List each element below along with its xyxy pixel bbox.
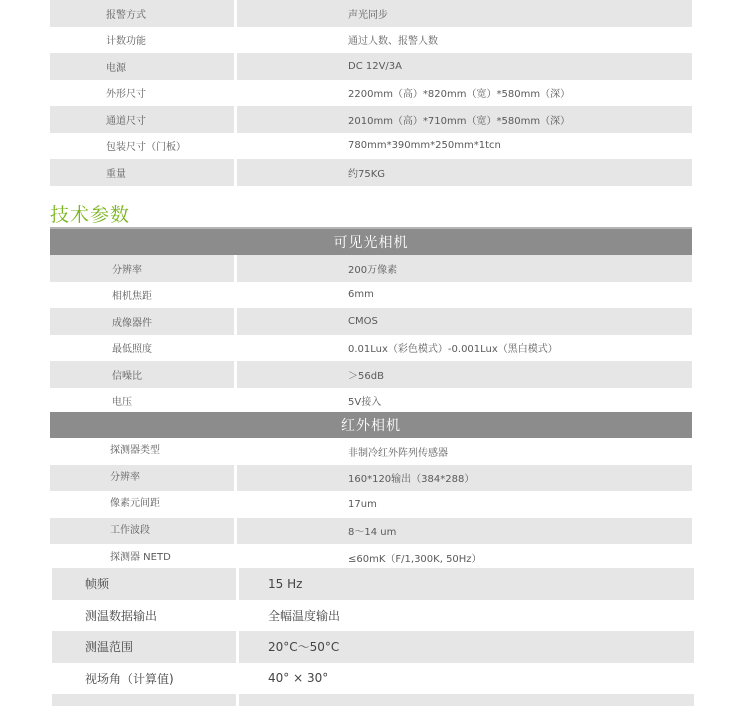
table-row xyxy=(52,663,694,695)
spec-label: 分辨率 xyxy=(110,471,140,483)
spec-label: 相机焦距 xyxy=(112,291,152,303)
spec-value: 非制冷红外阵列传感器 xyxy=(348,447,448,459)
table-row xyxy=(50,518,692,545)
spec-label: 包装尺寸（门板） xyxy=(106,142,186,154)
spec-label: 工作波段 xyxy=(110,524,150,536)
table-row xyxy=(52,631,694,663)
spec-label: 分辨率 xyxy=(112,264,142,276)
spec-label: 计数功能 xyxy=(106,36,146,48)
infrared-camera-header: 红外相机 xyxy=(50,412,692,438)
table-row xyxy=(50,308,692,335)
table-row xyxy=(50,0,692,27)
spec-value: 6mm xyxy=(348,289,374,301)
spec-label: 通道尺寸 xyxy=(106,115,146,127)
table-row xyxy=(50,255,692,282)
spec-value: 声光同步 xyxy=(348,9,388,21)
table-row xyxy=(50,133,692,160)
spec-label: 探测器类型 xyxy=(110,445,160,456)
spec-value: 160*120输出（384*288） xyxy=(348,474,475,486)
table-row xyxy=(52,694,694,706)
spec-value: 全幅温度输出 xyxy=(268,608,341,623)
spec-value: 0.01Lux（彩色模式）-0.001Lux（黑白模式） xyxy=(348,344,558,356)
table-row xyxy=(52,568,694,600)
spec-value: 20°C～50°C xyxy=(268,640,340,655)
spec-label: 电压 xyxy=(112,397,132,409)
infrared-camera-table xyxy=(50,412,692,571)
general-spec-table xyxy=(50,0,692,186)
spec-label: 信噪比 xyxy=(112,370,142,382)
spec-value: CMOS xyxy=(348,315,378,327)
table-row xyxy=(50,491,692,518)
spec-label: 测温数据输出 xyxy=(85,608,158,623)
spec-value: 5V接入 xyxy=(348,397,382,409)
spec-value: 通过人数、报警人数 xyxy=(348,36,438,48)
table-row xyxy=(50,106,692,133)
table-row xyxy=(50,465,692,492)
visible-camera-table xyxy=(50,227,692,414)
table-row xyxy=(50,335,692,362)
spec-value: ≤60mK（F/1,300K, 50Hz） xyxy=(348,553,482,565)
spec-label: 探测器 NETD xyxy=(110,552,171,563)
spec-value: 780mm*390mm*250mm*1tcn xyxy=(348,140,501,152)
table-row xyxy=(50,53,692,80)
spec-label: 像素元间距 xyxy=(110,498,160,509)
table-row xyxy=(52,600,694,632)
spec-label: 视场角（计算值) xyxy=(85,671,174,686)
table-row xyxy=(50,282,692,309)
table-row xyxy=(50,80,692,107)
section-title: 技术参数 xyxy=(50,204,131,226)
spec-value: 2010mm（高）*710mm（宽）*580mm（深） xyxy=(348,115,571,127)
spec-value: DC 12V/3A xyxy=(348,60,402,72)
thermal-spec-table xyxy=(52,568,694,706)
table-row xyxy=(50,544,692,571)
spec-label: 最低照度 xyxy=(112,344,152,356)
spec-label: 外形尺寸 xyxy=(106,89,146,101)
spec-value: 2200mm（高）*820mm（宽）*580mm（深） xyxy=(348,89,571,101)
table-row xyxy=(50,438,692,465)
spec-value: 约75KG xyxy=(348,168,386,180)
spec-label: 报警方式 xyxy=(106,9,146,21)
table-row xyxy=(50,27,692,54)
spec-value: 15 Hz xyxy=(268,576,303,591)
spec-value: ＞56dB xyxy=(348,370,384,382)
spec-value: 40° × 30° xyxy=(268,671,329,686)
spec-label: 成像器件 xyxy=(112,317,152,329)
spec-value: 200万像素 xyxy=(348,264,398,276)
spec-label: 帧频 xyxy=(85,577,110,592)
spec-label: 测温范围 xyxy=(85,640,134,655)
spec-label: 电源 xyxy=(106,62,126,74)
spec-value: 17um xyxy=(348,498,377,510)
table-row xyxy=(50,159,692,186)
spec-value: 8～14 um xyxy=(348,527,397,539)
visible-camera-header: 可见光相机 xyxy=(50,227,692,255)
spec-label: 重量 xyxy=(106,168,126,180)
table-row xyxy=(50,361,692,388)
table-row xyxy=(50,388,692,415)
